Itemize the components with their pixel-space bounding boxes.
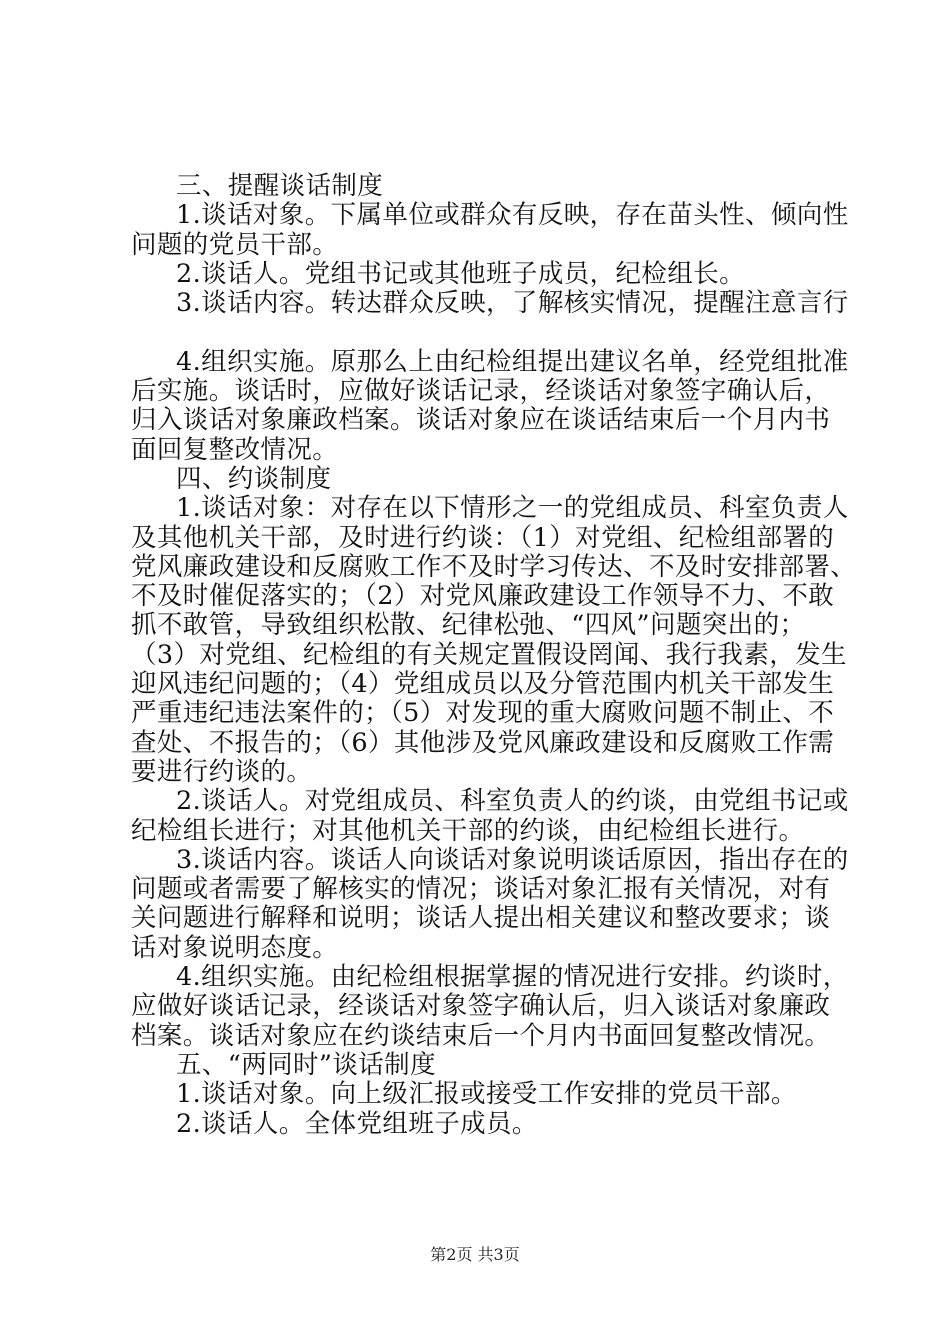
text-line: 抓不敢管，导致组织松散、纪律松弛、“四风”问题突出的； [131,610,806,641]
text-line: 四、约谈制度 [176,463,332,494]
text-line: 1.谈话对象：对存在以下情形之一的党组成员、科室负责人 [176,493,849,524]
text-line: 话对象说明态度。 [131,932,339,963]
page-number-footer: 第2页 共3页 [430,1245,520,1264]
text-line: 问题或者需要了解核实的情况；谈话对象汇报有关情况，对有 [131,874,831,905]
text-line: 4.组织实施。原那么上由纪检组提出建议名单，经党组批准 [176,346,849,377]
text-line: 关问题进行解释和说明；谈话人提出相关建议和整改要求；谈 [131,903,831,934]
document-body [131,171,857,1139]
text-line: 3.谈话内容。转达群众反映，了解核实情况，提醒注意言行 [176,288,849,319]
text-line: 党风廉政建设和反腐败工作不及时学习传达、不及时安排部署、 [131,551,857,582]
blank-line [131,318,843,347]
text-line: （3）对党组、纪检组的有关规定置假设罔闻、我行我素，发生 [131,639,847,670]
text-line: 严重违纪违法案件的；（5）对发现的重大腐败问题不制止、不 [131,698,835,729]
text-line: 1.谈话对象。下属单位或群众有反映，存在苗头性、倾向性 [176,200,849,231]
text-line: 1.谈话对象。向上级汇报或接受工作安排的党员干部。 [176,1079,797,1110]
text-line: 2.谈话人。党组书记或其他班子成员，纪检组长。 [176,258,746,289]
text-line: 3.谈话内容。谈话人向谈话对象说明谈话原因，指出存在的 [176,844,849,875]
text-line: 面回复整改情况。 [131,434,339,465]
text-line: 归入谈话对象廉政档案。谈话对象应在谈话结束后一个月内书 [131,405,831,436]
text-line: 五、“两同时”谈话制度 [176,1049,436,1080]
text-line: 问题的党员干部。 [131,229,339,260]
text-line: 查处、不报告的；（6）其他涉及党风廉政建设和反腐败工作需 [131,727,835,758]
text-line: 4.组织实施。由纪检组根据掌握的情况进行安排。约谈时， [176,962,849,993]
text-line: 迎风违纪问题的；（4）党组成员以及分管范围内机关干部发生 [131,669,835,700]
text-line: 档案。谈话对象应在约谈结束后一个月内书面回复整改情况。 [131,1020,831,1051]
text-line: 纪检组长进行；对其他机关干部的约谈，由纪检组长进行。 [131,815,805,846]
text-line: 及其他机关干部，及时进行约谈：（1）对党组、纪检组部署的 [131,522,835,553]
text-line: 2.谈话人。全体党组班子成员。 [176,1108,538,1139]
text-line: 要进行约谈的。 [131,756,313,787]
text-line: 后实施。谈话时，应做好谈话记录，经谈话对象签字确认后， [131,376,831,407]
text-line: 2.谈话人。对党组成员、科室负责人的约谈，由党组书记或 [176,786,849,817]
text-line: 不及时催促落实的；（2）对党风廉政建设工作领导不力、不敢 [131,581,835,612]
text-line: 三、提醒谈话制度 [176,171,384,201]
text-line: 应做好谈话记录，经谈话对象签字确认后，归入谈话对象廉政 [131,991,831,1022]
